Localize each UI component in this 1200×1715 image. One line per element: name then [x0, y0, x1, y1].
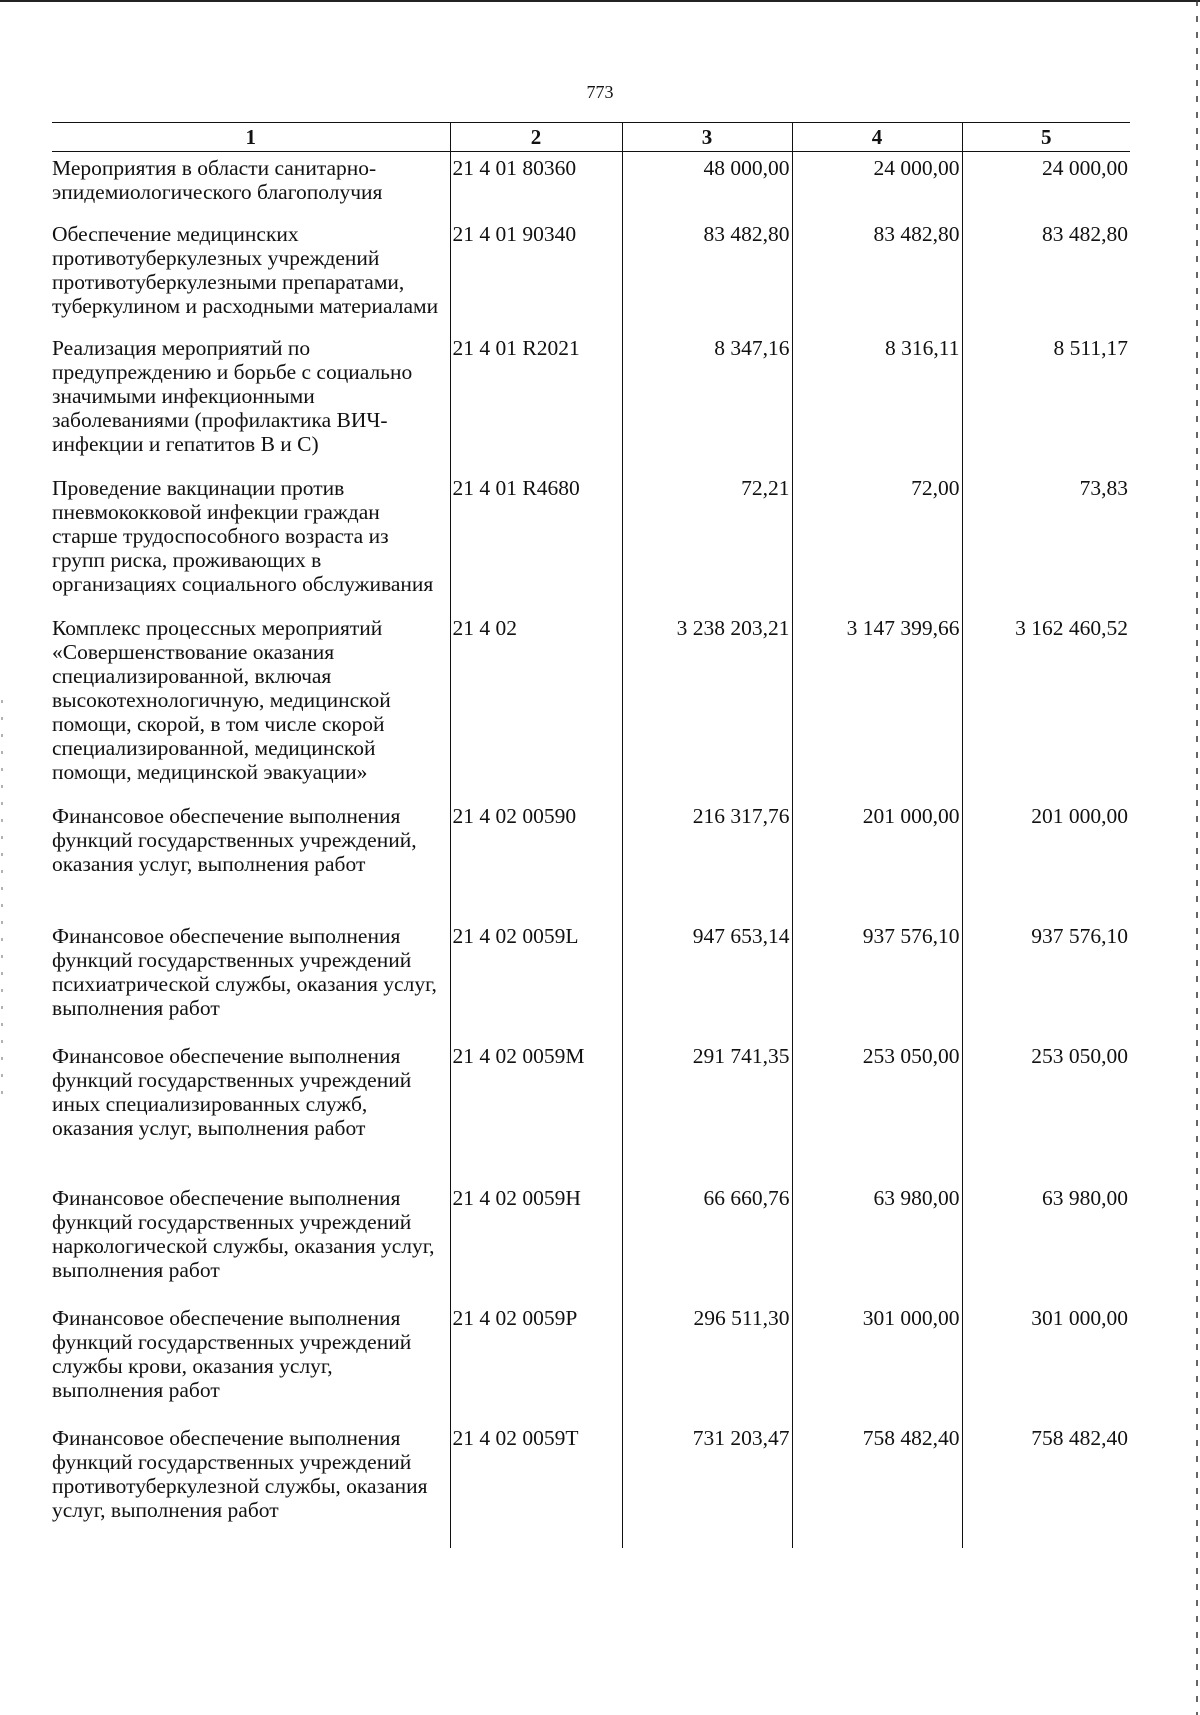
row-value-col3: 72,21 — [622, 472, 792, 612]
row-value-col3: 731 203,47 — [622, 1422, 792, 1548]
row-value-col5: 3 162 460,52 — [962, 612, 1130, 800]
row-code: 21 4 01 R4680 — [450, 472, 622, 612]
row-description: Финансовое обеспечение выполнения функций государственных учреждений, оказания услуг, выполнения работ — [52, 803, 417, 876]
row-value-col3: 66 660,76 — [622, 1182, 792, 1302]
row-value-col5: 201 000,00 — [962, 800, 1130, 920]
row-value-col4: 937 576,10 — [792, 920, 962, 1040]
row-value-col3: 291 741,35 — [622, 1040, 792, 1182]
row-value-col4: 253 050,00 — [792, 1040, 962, 1182]
row-code: 21 4 02 — [450, 612, 622, 800]
row-code: 21 4 02 0059H — [450, 1182, 622, 1302]
table-row — [52, 612, 1130, 800]
column-header-5: 5 — [962, 123, 1130, 152]
row-description: Реализация мероприятий по предупреждению и борьбе с социально значимыми инфекционными заболеваниями (профилактика ВИЧ-инфекции и гепатитов В и С) — [52, 335, 413, 456]
row-description: Мероприятия в области санитарно-эпидемиологического благополучия — [52, 156, 383, 204]
row-value-col3: 296 511,30 — [622, 1302, 792, 1422]
row-value-col5: 301 000,00 — [962, 1302, 1130, 1422]
row-value-col3: 947 653,14 — [622, 920, 792, 1040]
table-row — [52, 472, 1130, 612]
row-value-col4: 83 482,80 — [792, 218, 962, 332]
table-row — [52, 920, 1130, 1040]
column-header-1: 1 — [52, 123, 450, 152]
row-value-col3: 3 238 203,21 — [622, 612, 792, 800]
row-value-col4: 72,00 — [792, 472, 962, 612]
row-description: Обеспечение медицинских противотуберкулезных учреждений противотуберкулезными препаратами, туберкулином и расходными материалами — [52, 221, 439, 318]
row-value-col5: 73,83 — [962, 472, 1130, 612]
table-row — [52, 332, 1130, 472]
row-description: Финансовое обеспечение выполнения функций государственных учреждений наркологической службы, оказания услуг, выполнения работ — [52, 1185, 435, 1282]
row-value-col3: 8 347,16 — [622, 332, 792, 472]
column-header-4: 4 — [792, 123, 962, 152]
row-value-col3: 48 000,00 — [622, 152, 792, 218]
table-row — [52, 218, 1130, 332]
table-row — [52, 152, 1130, 218]
budget-table — [52, 122, 1130, 1548]
row-value-col4: 201 000,00 — [792, 800, 962, 920]
row-value-col5: 8 511,17 — [962, 332, 1130, 472]
row-value-col3: 83 482,80 — [622, 218, 792, 332]
row-code: 21 4 01 R2021 — [450, 332, 622, 472]
row-description: Финансовое обеспечение выполнения функций государственных учреждений противотуберкулезной службы, оказания услуг, выполнения работ — [52, 1425, 428, 1522]
row-description: Комплекс процессных мероприятий «Совершенствование оказания специализированной, включая высокотехнологичную, медицинской помощи, скорой, в том числе скорой специализированной, медицинской помощи, медицинской эвакуации» — [52, 615, 391, 784]
row-value-col5: 253 050,00 — [962, 1040, 1130, 1182]
row-code: 21 4 01 90340 — [450, 218, 622, 332]
column-header-3: 3 — [622, 123, 792, 152]
header-row — [52, 123, 1130, 152]
row-description: Финансовое обеспечение выполнения функций государственных учреждений иных специализированных служб, оказания услуг, выполнения работ — [52, 1043, 412, 1140]
row-value-col4: 758 482,40 — [792, 1422, 962, 1548]
row-value-col5: 937 576,10 — [962, 920, 1130, 1040]
table-row — [52, 1422, 1130, 1548]
row-value-col4: 24 000,00 — [792, 152, 962, 218]
row-code: 21 4 02 0059T — [450, 1422, 622, 1548]
row-value-col4: 301 000,00 — [792, 1302, 962, 1422]
table-row — [52, 1182, 1130, 1302]
row-code: 21 4 02 0059P — [450, 1302, 622, 1422]
row-code: 21 4 02 0059L — [450, 920, 622, 1040]
table-row — [52, 800, 1130, 920]
row-description: Проведение вакцинации против пневмококковой инфекции граждан старше трудоспособного возраста из групп риска, проживающих в организациях социального обслуживания — [52, 475, 434, 596]
row-value-col4: 63 980,00 — [792, 1182, 962, 1302]
row-description: Финансовое обеспечение выполнения функций государственных учреждений службы крови, оказания услуг, выполнения работ — [52, 1305, 412, 1402]
row-value-col5: 24 000,00 — [962, 152, 1130, 218]
page-number: 773 — [586, 82, 614, 102]
table-row — [52, 1302, 1130, 1422]
row-description: Финансовое обеспечение выполнения функций государственных учреждений психиатрической службы, оказания услуг, выполнения работ — [52, 923, 437, 1020]
row-code: 21 4 01 80360 — [450, 152, 622, 218]
table-row — [52, 1040, 1130, 1182]
row-value-col5: 758 482,40 — [962, 1422, 1130, 1548]
row-value-col5: 83 482,80 — [962, 218, 1130, 332]
row-value-col3: 216 317,76 — [622, 800, 792, 920]
row-code: 21 4 02 00590 — [450, 800, 622, 920]
row-value-col4: 3 147 399,66 — [792, 612, 962, 800]
row-code: 21 4 02 0059M — [450, 1040, 622, 1182]
row-value-col5: 63 980,00 — [962, 1182, 1130, 1302]
row-value-col4: 8 316,11 — [792, 332, 962, 472]
column-header-2: 2 — [450, 123, 622, 152]
